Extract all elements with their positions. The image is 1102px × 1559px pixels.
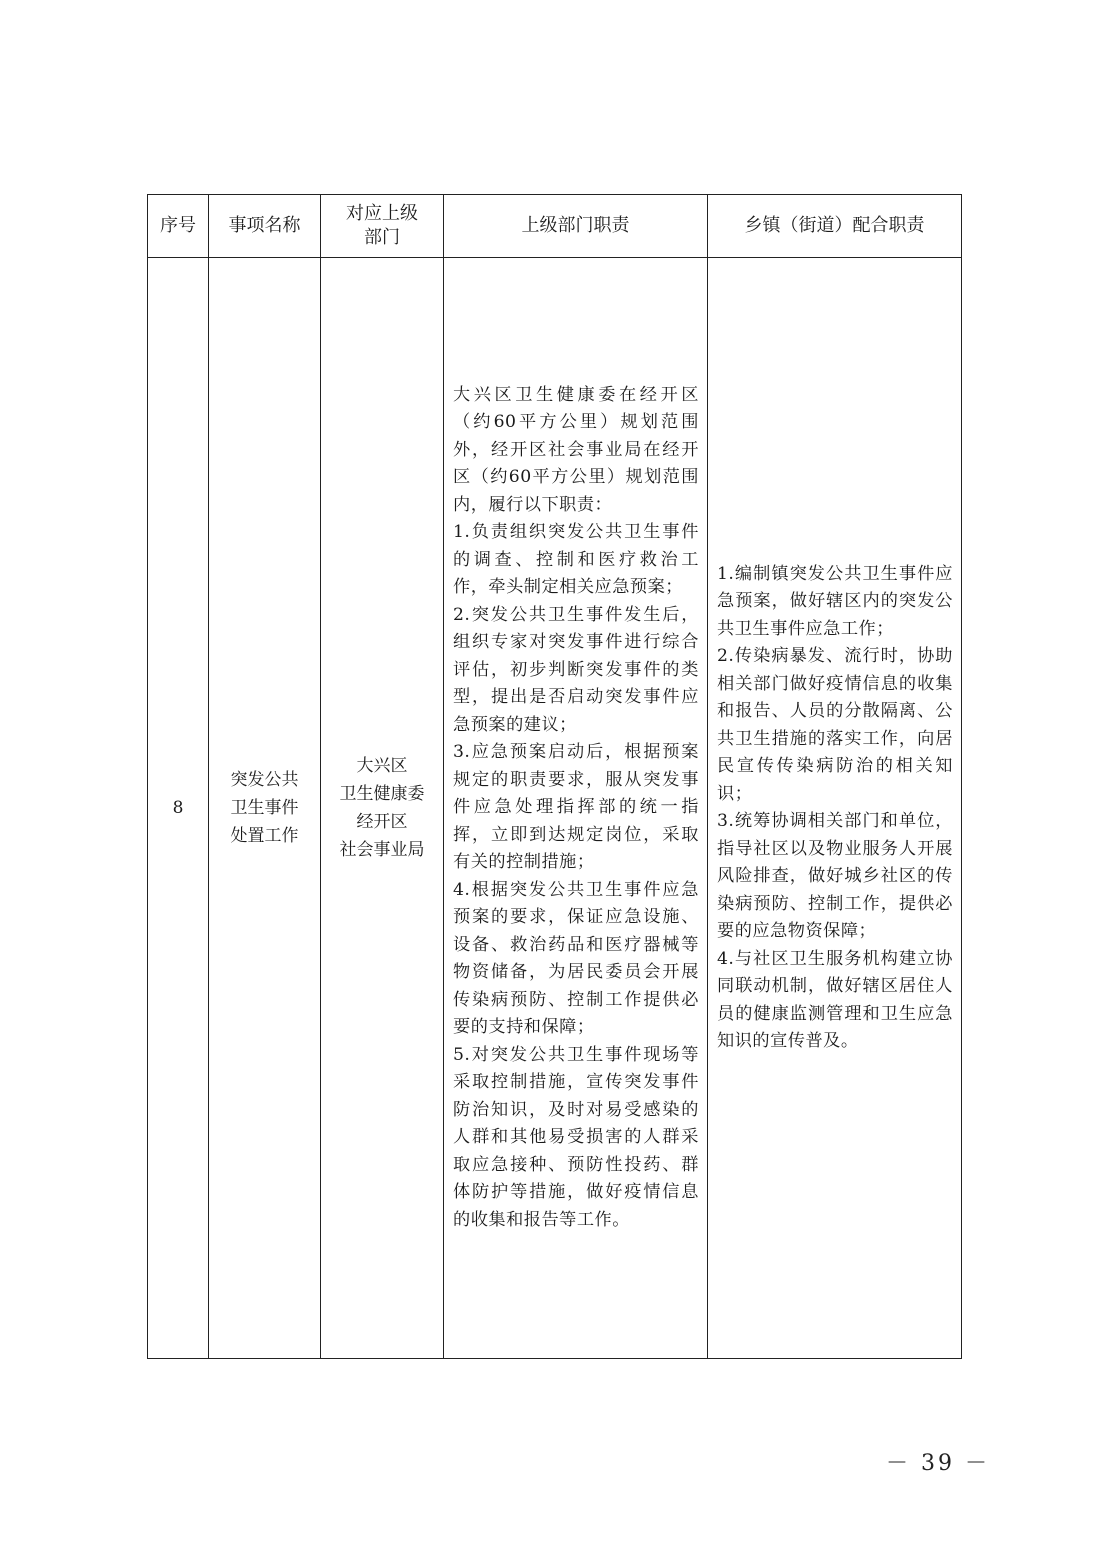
upper-duty-item: 3.应急预案启动后，根据预案规定的职责要求，服从突发事件应急处理指挥部的统一指挥，立即到达规定岗位，采取有关的控制措施； bbox=[453, 742, 699, 873]
page-number: － 39 － bbox=[886, 1451, 990, 1476]
upper-duty-item: 2.突发公共卫生事件发生后，组织专家对突发事件进行综合评估，初步判断突发事件的类型，提出是否启动突发事件应急预案的建议； bbox=[453, 604, 699, 735]
department-line: 社会事业局 bbox=[339, 840, 425, 860]
town-duty-item: 3.统筹协调相关部门和单位，指导社区以及物业服务人开展风险排查，做好城乡社区的传染病预防、控制工作，提供必要的应急物资保障； bbox=[717, 811, 953, 941]
upper-duty-item: 1.负责组织突发公共卫生事件的调查、控制和医疗救治工作，牵头制定相关应急预案； bbox=[453, 522, 699, 598]
header-department-line: 部门 bbox=[364, 227, 400, 248]
row-upper-duties bbox=[444, 258, 707, 1358]
header-department bbox=[321, 195, 443, 257]
item-name-line: 处置工作 bbox=[230, 826, 299, 846]
header-town-duties: 乡镇（街道）配合职责 bbox=[744, 215, 925, 236]
upper-duty-intro: 大兴区卫生健康委在经开区（约60平方公里）规划范围外，经开区社会事业局在经开区（约60平方公里）规划范围内，履行以下职责： bbox=[453, 384, 699, 515]
row-department bbox=[321, 258, 443, 1358]
header-index: 序号 bbox=[160, 215, 196, 236]
header-item-name: 事项名称 bbox=[228, 215, 301, 236]
department-line: 卫生健康委 bbox=[339, 784, 425, 804]
town-duty-item: 1.编制镇突发公共卫生事件应急预案，做好辖区内的突发公共卫生事件应急工作； bbox=[717, 563, 953, 639]
header-department-line: 对应上级 bbox=[346, 203, 418, 224]
department-line: 经开区 bbox=[356, 812, 408, 832]
item-name-line: 突发公共 bbox=[230, 770, 299, 790]
town-duty-item: 4.与社区卫生服务机构建立协同联动机制，做好辖区居住人员的健康监测管理和卫生应急知识的宣传普及。 bbox=[717, 948, 953, 1051]
town-duty-item: 2.传染病暴发、流行时，协助相关部门做好疫情信息的收集和报告、人员的分散隔离、公共卫生措施的落实工作，向居民宣传传染病防治的相关知识； bbox=[717, 646, 953, 804]
row-item-name bbox=[209, 258, 320, 1358]
row-town-duties bbox=[708, 258, 961, 1358]
row-number: 8 bbox=[172, 798, 184, 818]
town-duties-text bbox=[708, 561, 961, 1056]
upper-duty-item: 4.根据突发公共卫生事件应急预案的要求，保证应急设施、设备、救治药品和医疗器械等物资储备，为居民委员会开展传染病预防、控制工作提供必要的支持和保障； bbox=[453, 879, 699, 1038]
upper-duties-text bbox=[444, 382, 707, 1235]
duties-table bbox=[147, 194, 962, 1359]
header-upper-duties: 上级部门职责 bbox=[521, 215, 630, 236]
department-line: 大兴区 bbox=[356, 756, 408, 776]
upper-duty-item: 5.对突发公共卫生事件现场等采取控制措施，宣传突发事件防治知识，及时对易受感染的人群和其他易受损害的人群采取应急接种、预防性投药、群体防护等措施，做好疫情信息的收集和报告等工作。 bbox=[453, 1044, 699, 1230]
item-name-line: 卫生事件 bbox=[230, 798, 299, 818]
